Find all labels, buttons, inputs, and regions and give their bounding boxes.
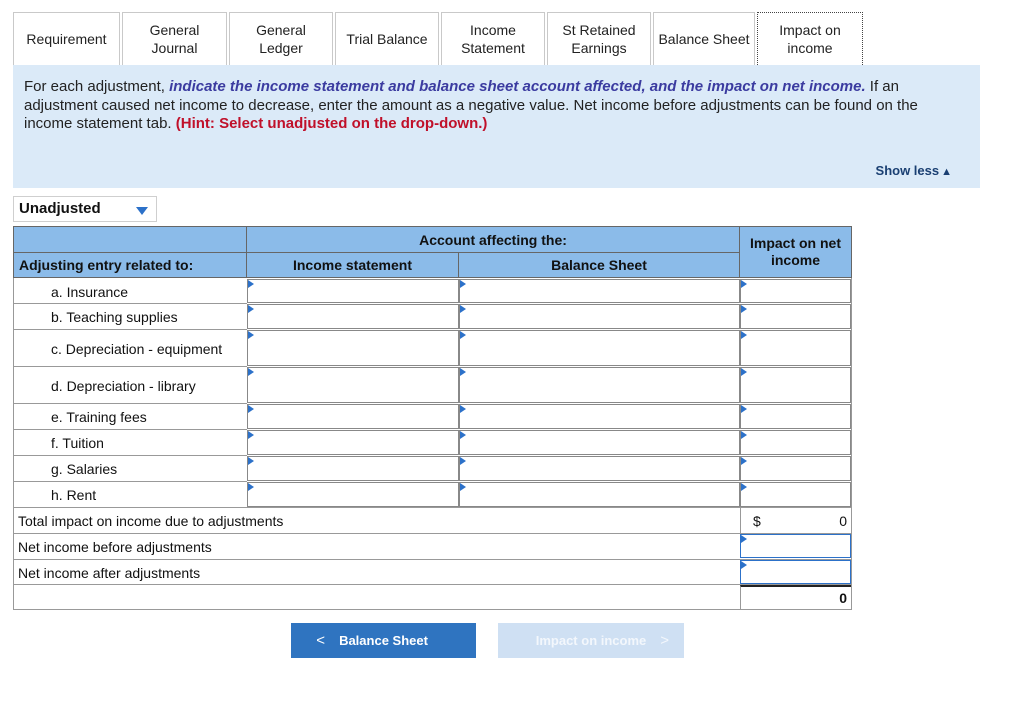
impact-input-d[interactable] bbox=[740, 367, 851, 403]
table-row-label: c. Depreciation - equipment bbox=[51, 341, 223, 357]
dropdown-flag-icon bbox=[248, 457, 254, 465]
final-net-income-value bbox=[740, 585, 851, 609]
tab-impact-on-income[interactable] bbox=[757, 12, 863, 65]
header-impact-label: Impact on net income bbox=[749, 235, 841, 268]
dropdown-flag-icon bbox=[460, 431, 466, 439]
instructions-panel bbox=[13, 65, 980, 188]
tab-label: General bbox=[149, 22, 200, 38]
table-row-label: e. Training fees bbox=[51, 409, 147, 425]
header-impact bbox=[739, 226, 852, 278]
instructions-part2: If an adjustment caused net income to decrease, enter the amount as a negative value. Net income before adjustments can be found on the income statement tab. bbox=[24, 78, 918, 132]
tab-requirement[interactable] bbox=[13, 12, 120, 65]
input-flag-icon bbox=[741, 331, 747, 339]
table-row-label: d. Depreciation - library bbox=[51, 378, 196, 394]
impact-input-e[interactable] bbox=[740, 404, 851, 429]
impact-input-g[interactable] bbox=[740, 456, 851, 481]
net-income-before-label: Net income before adjustments bbox=[18, 539, 212, 555]
net-income-before-input[interactable] bbox=[740, 534, 851, 558]
impact-input-b[interactable] bbox=[740, 304, 851, 329]
balance-sheet-select-g[interactable] bbox=[459, 456, 740, 481]
row-divider bbox=[13, 403, 247, 404]
header-account-affecting bbox=[246, 226, 740, 252]
balance-sheet-select-c[interactable] bbox=[459, 330, 740, 366]
income-statement-select-c[interactable] bbox=[247, 330, 459, 366]
table-row-label: g. Salaries bbox=[51, 461, 118, 477]
dropdown-flag-icon bbox=[460, 405, 466, 413]
input-flag-icon bbox=[741, 561, 747, 569]
table-row-label: f. Tuition bbox=[51, 435, 104, 451]
dropdown-flag-icon bbox=[460, 280, 466, 288]
final-net-income-amount: 0 bbox=[839, 590, 847, 606]
tab-income-statement[interactable] bbox=[441, 12, 545, 65]
input-flag-icon bbox=[741, 405, 747, 413]
header-income-statement bbox=[246, 252, 459, 278]
tab-label: Ledger bbox=[259, 40, 303, 56]
header-balance-sheet-label: Balance Sheet bbox=[551, 257, 647, 273]
tab-balance-sheet[interactable] bbox=[653, 12, 755, 65]
tab-label: Income bbox=[470, 22, 516, 38]
tab-label: St Retained bbox=[562, 22, 636, 38]
balance-sheet-select-d[interactable] bbox=[459, 367, 740, 403]
dropdown-flag-icon bbox=[248, 405, 254, 413]
chevron-right-icon: > bbox=[660, 632, 670, 649]
row-divider bbox=[13, 584, 852, 585]
table-row-label: b. Teaching supplies bbox=[51, 309, 178, 325]
row-divider bbox=[13, 366, 247, 367]
row-divider bbox=[13, 455, 247, 456]
income-statement-select-f[interactable] bbox=[247, 430, 459, 455]
balance-sheet-select-b[interactable] bbox=[459, 304, 740, 329]
currency-symbol: $ bbox=[753, 513, 761, 529]
show-less-label: Show less bbox=[875, 163, 940, 178]
instructions-part1: For each adjustment, bbox=[24, 78, 170, 95]
instructions-text bbox=[24, 78, 969, 134]
net-income-after-label: Net income after adjustments bbox=[18, 565, 201, 581]
tab-general-journal[interactable] bbox=[122, 12, 227, 65]
impact-input-f[interactable] bbox=[740, 430, 851, 455]
row-divider bbox=[13, 507, 852, 508]
input-flag-icon bbox=[741, 280, 747, 288]
caret-down-icon bbox=[136, 207, 148, 215]
next-impact-on-income-button[interactable] bbox=[498, 623, 684, 658]
tab-label: Balance Sheet bbox=[658, 31, 750, 47]
row-divider bbox=[13, 429, 247, 430]
total-impact-amount: 0 bbox=[839, 513, 847, 529]
input-flag-icon bbox=[741, 368, 747, 376]
header-income-statement-label: Income statement bbox=[292, 257, 413, 273]
dropdown-flag-icon bbox=[460, 457, 466, 465]
dropdown-flag-icon bbox=[248, 305, 254, 313]
balance-sheet-select-h[interactable] bbox=[459, 482, 740, 507]
tab-trial-balance[interactable] bbox=[335, 12, 439, 65]
income-statement-select-g[interactable] bbox=[247, 456, 459, 481]
tab-label: Requirement bbox=[26, 31, 107, 47]
input-flag-icon bbox=[741, 483, 747, 491]
unadjusted-dropdown[interactable] bbox=[13, 196, 157, 222]
adjustments-table bbox=[13, 226, 852, 610]
row-divider bbox=[13, 329, 247, 330]
income-statement-select-d[interactable] bbox=[247, 367, 459, 403]
table-row-label: h. Rent bbox=[51, 487, 97, 503]
tab-general-ledger[interactable] bbox=[229, 12, 333, 65]
income-statement-select-b[interactable] bbox=[247, 304, 459, 329]
balance-sheet-select-a[interactable] bbox=[459, 279, 740, 303]
header-blank bbox=[13, 226, 247, 252]
total-impact-value bbox=[740, 508, 851, 533]
income-statement-select-h[interactable] bbox=[247, 482, 459, 507]
tab-label: Earnings bbox=[571, 40, 627, 56]
dropdown-flag-icon bbox=[460, 368, 466, 376]
dropdown-flag-icon bbox=[248, 280, 254, 288]
row-divider bbox=[13, 481, 247, 482]
dropdown-flag-icon bbox=[460, 331, 466, 339]
tab-label: Journal bbox=[151, 40, 198, 56]
instructions-emphasis: indicate the income statement and balance sheet account affected, and the impact on net income. bbox=[169, 78, 866, 95]
triangle-up-icon: ▲ bbox=[941, 166, 952, 178]
instructions-hint: (Hint: Select unadjusted on the drop-down.) bbox=[175, 115, 488, 132]
table-row-label: a. Insurance bbox=[51, 284, 129, 300]
input-flag-icon bbox=[741, 535, 747, 543]
net-income-after-input[interactable] bbox=[740, 560, 851, 584]
row-divider bbox=[13, 559, 852, 560]
tab-label: Trial Balance bbox=[346, 31, 428, 47]
input-flag-icon bbox=[741, 305, 747, 313]
header-balance-sheet bbox=[458, 252, 740, 278]
next-button-label: Impact on income bbox=[535, 633, 647, 648]
income-statement-select-a[interactable] bbox=[247, 279, 459, 303]
impact-input-a[interactable] bbox=[740, 279, 851, 303]
tab-label: General bbox=[256, 22, 306, 38]
show-less-link[interactable] bbox=[876, 163, 952, 178]
total-impact-label: Total impact on income due to adjustments bbox=[18, 513, 284, 529]
chevron-left-icon: < bbox=[316, 632, 326, 649]
impact-input-c[interactable] bbox=[740, 330, 851, 366]
dropdown-flag-icon bbox=[460, 483, 466, 491]
row-divider bbox=[13, 533, 852, 534]
dropdown-flag-icon bbox=[248, 368, 254, 376]
tab-st-retained-earnings[interactable] bbox=[547, 12, 651, 65]
input-flag-icon bbox=[741, 457, 747, 465]
dropdown-value: Unadjusted bbox=[19, 200, 101, 217]
dropdown-flag-icon bbox=[248, 331, 254, 339]
impact-input-h[interactable] bbox=[740, 482, 851, 507]
tab-label: Impact on bbox=[779, 22, 841, 38]
header-row-label bbox=[13, 252, 247, 278]
prev-balance-sheet-button[interactable] bbox=[291, 623, 476, 658]
header-account-label: Account affecting the: bbox=[419, 231, 567, 248]
tab-label: Statement bbox=[461, 40, 525, 56]
balance-sheet-select-e[interactable] bbox=[459, 404, 740, 429]
tab-bar bbox=[13, 12, 865, 65]
dropdown-flag-icon bbox=[248, 431, 254, 439]
dropdown-flag-icon bbox=[248, 483, 254, 491]
balance-sheet-select-f[interactable] bbox=[459, 430, 740, 455]
prev-button-label: Balance Sheet bbox=[339, 633, 428, 648]
input-flag-icon bbox=[741, 431, 747, 439]
tab-label: income bbox=[787, 40, 833, 56]
header-row-label-text: Adjusting entry related to: bbox=[19, 257, 194, 273]
dropdown-flag-icon bbox=[460, 305, 466, 313]
row-divider bbox=[13, 303, 247, 304]
income-statement-select-e[interactable] bbox=[247, 404, 459, 429]
